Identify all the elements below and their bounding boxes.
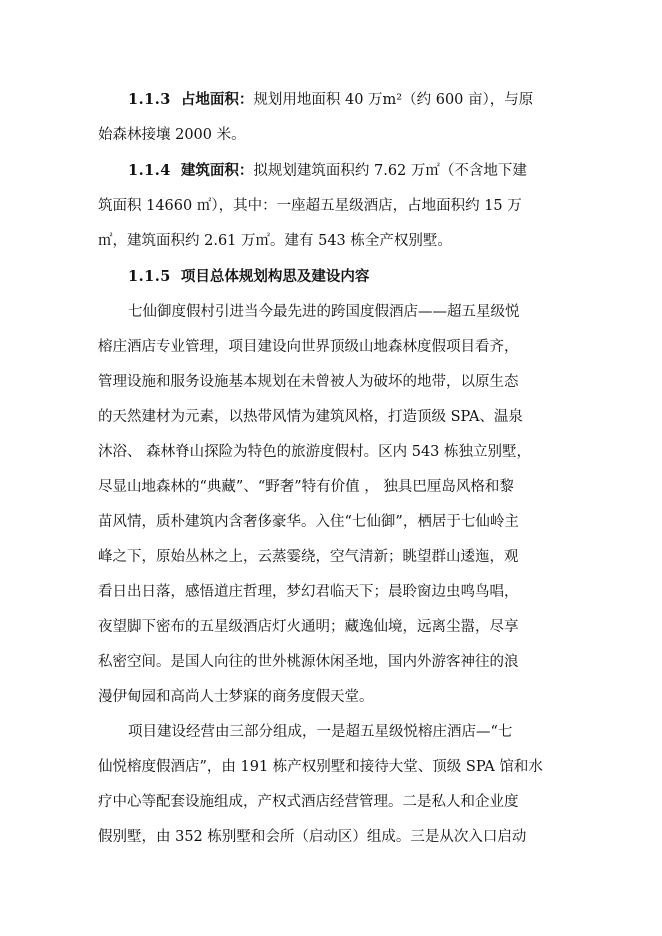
section-1-1-3-line-2: 始森林接壤 2000 米。	[98, 127, 246, 143]
paragraph-line: 私密空间。是国人向往的世外桃源休闲圣地，国内外游客神往的浪	[98, 654, 519, 670]
section-text: 拟规划建筑面积约 7.62 万㎡（不含地下建	[253, 163, 527, 179]
section-1-1-3	[98, 82, 548, 153]
paragraph-line: 峰之下，原始丛林之上，云蒸霎绕，空气清新；眺望群山逶迤，观	[98, 549, 519, 565]
section-number: 1.1.5	[128, 268, 171, 285]
paragraph-line: 管理设施和服务设施基本规划在未曾被人为破坏的地带，以原生态	[98, 374, 519, 390]
section-heading: 占地面积：	[180, 91, 254, 108]
section-number: 1.1.3	[128, 91, 171, 108]
paragraph-line: 假别墅，由 352 栋别墅和会所（启动区）组成。三是从次入口启动	[98, 829, 527, 845]
paragraph-line: 尽显山地森林的“典藏”、“野奢”特有价值 ， 独具巴厘岛风格和黎	[98, 479, 514, 495]
paragraph-line: 漫伊甸园和高尚人士梦寐的商务度假天堂。	[98, 689, 374, 705]
section-number: 1.1.4	[128, 162, 171, 179]
section-1-1-3-line-1	[98, 82, 548, 118]
section-1-1-4	[98, 153, 548, 259]
paragraph-line: 苗风情，质朴建筑内含奢侈豪华。入住“七仙御”，栖居于七仙岭主	[98, 514, 519, 530]
paragraph-line: 项目建设经营由三部分组成，一是超五星级悦榕庄酒店—“七	[128, 724, 513, 740]
paragraph-1	[98, 295, 548, 715]
paragraph-line: 疗中心等配套设施组成，产权式酒店经营管理。二是私人和企业度	[98, 794, 519, 810]
paragraph-line: 看日出日落，感悟道庄哲理，梦幻君临天下；晨聆窗边虫鸣鸟唱，	[98, 584, 519, 600]
paragraph-line: 榕庄酒店专业管理，项目建设向世界顶级山地森林度假项目看齐，	[98, 339, 519, 355]
paragraph-line: 夜望脚下密布的五星级酒店灯火通明；藏逸仙境，远离尘嚣，尽享	[98, 619, 519, 635]
section-heading: 建筑面积：	[180, 162, 254, 179]
document-body	[98, 82, 548, 855]
section-1-1-5	[98, 259, 548, 295]
section-1-1-4-line-2: 筑面积 14660 ㎡），其中：一座超五星级酒店，占地面积约 15 万	[98, 198, 522, 214]
section-1-1-4-line-1	[98, 153, 548, 189]
paragraph-line: 沐浴、 森林脊山探险为特色的旅游度假村。区内 543 栋独立别墅，	[98, 444, 532, 460]
section-1-1-5-line-1	[98, 259, 548, 295]
paragraph-line: 七仙御度假村引进当今最先进的跨国度假酒店——超五星级悦	[128, 304, 520, 320]
paragraph-line: 的天然建材为元素，以热带风情为建筑风格，打造顶级 SPA、温泉	[98, 409, 523, 425]
section-1-1-4-line-3: ㎡，建筑面积约 2.61 万㎡。建有 543 栋全产权别墅。	[98, 233, 452, 249]
section-text: 规划用地面积 40 万m²（约 600 亩），与原	[253, 92, 534, 108]
paragraph-line: 仙悦榕度假酒店”，由 191 栋产权别墅和接待大堂、顶级 SPA 馆和水	[98, 759, 543, 775]
paragraph-2	[98, 715, 548, 855]
section-heading: 项目总体规划构思及建设内容	[180, 268, 370, 285]
